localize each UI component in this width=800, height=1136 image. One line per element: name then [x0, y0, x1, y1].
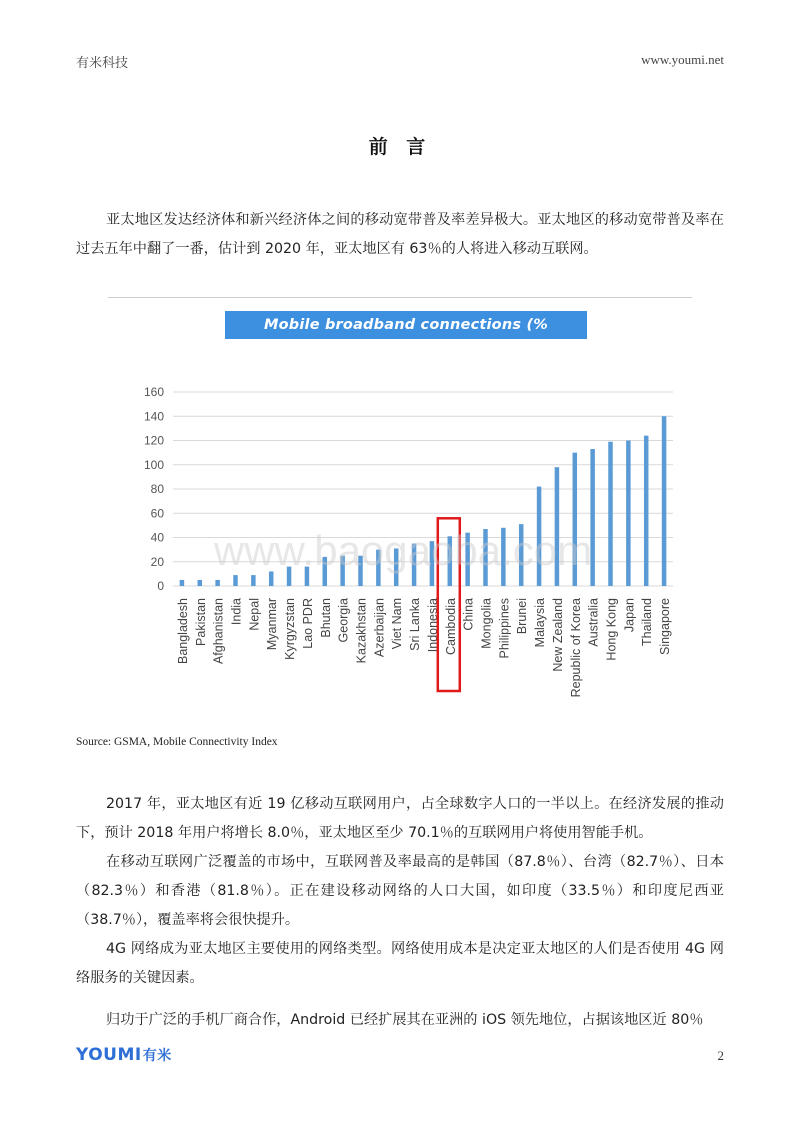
x-tick-label: Georgia — [336, 598, 351, 643]
x-tick-label: Viet Nam — [390, 598, 405, 650]
x-tick-label: Thailand — [640, 598, 655, 646]
x-tick-label: Singapore — [658, 598, 673, 655]
x-tick-label: Malaysia — [533, 598, 548, 648]
x-tick-label: Nepal — [247, 598, 262, 631]
header-company-name: 有米科技 — [76, 56, 129, 71]
header-website[interactable]: www.youmi.net — [641, 52, 724, 67]
footer-logo-text: YOUMI — [76, 1045, 142, 1065]
x-tick-label: China — [461, 598, 476, 631]
bar-singapore — [662, 416, 667, 586]
bar-india — [233, 575, 238, 586]
chart-title: Mobile broadband connections (% penetration) — [225, 311, 587, 339]
y-tick-label: 20 — [150, 554, 164, 569]
x-tick-label: Japan — [622, 598, 637, 633]
y-tick-label: 140 — [143, 409, 164, 424]
paragraph-android: 归功于广泛的手机厂商合作，Android 已经扩展其在亚洲的 iOS 领先地位，占据该地区近 80％ — [106, 1012, 704, 1028]
chart-source: Source: GSMA, Mobile Connectivity Index — [76, 736, 278, 748]
y-tick-label: 160 — [143, 385, 164, 399]
paragraph-4g: 4G 网络成为亚太地区主要使用的网络类型。网络使用成本是决定亚太地区的人们是否使用 4G 网络服务的关键因素。 — [76, 941, 724, 986]
footer-logo-cn: 有米 — [142, 1048, 172, 1064]
page-title: 前 言 — [368, 136, 432, 158]
x-tick-label: Indonesia — [425, 598, 440, 653]
x-tick-label: Bhutan — [318, 598, 333, 638]
x-tick-label: Kazakhstan — [354, 598, 369, 664]
y-tick-label: 60 — [150, 506, 164, 521]
x-tick-label: Brunei — [515, 598, 530, 635]
paragraph-penetration: 在移动互联网广泛覆盖的市场中，互联网普及率最高的是韩国（87.8％）、台湾（82.7％）、日本（82.3％）和香港（81.8％）。正在建设移动网络的人口大国，如印度（33.5％）和印度尼西亚（38.7％），覆盖率将会很快提升。 — [76, 854, 724, 928]
x-tick-label: Australia — [586, 598, 601, 647]
y-tick-label: 0 — [157, 579, 164, 593]
x-tick-label: Lao PDR — [300, 598, 315, 649]
x-tick-label: Afghanistan — [211, 598, 226, 665]
watermark: www.baogaoba.com — [213, 527, 593, 574]
x-tick-label: India — [229, 598, 244, 626]
x-tick-label: Hong Kong — [604, 598, 619, 661]
x-tick-label: Myanmar — [265, 598, 280, 651]
paragraph-users: 2017 年，亚太地区有近 19 亿移动互联网用户，占全球数字人口的一半以上。在经济发展的推动下，预计 2018 年用户将增长 8.0％，亚太地区至少 70.1％的互联网用户将使用智能手机。 — [76, 796, 724, 841]
bar-japan — [626, 441, 631, 587]
bar-chart — [133, 370, 678, 725]
x-tick-label: Republic of Korea — [568, 598, 583, 698]
x-tick-label: Bangladesh — [175, 598, 190, 665]
x-tick-label: Azerbaijan — [372, 598, 387, 658]
page-number: 2 — [717, 1048, 724, 1063]
intro-paragraph: 亚太地区发达经济体和新兴经济体之间的移动宽带普及率差异极大。亚太地区的移动宽带普及率在过去五年中翻了一番，估计到 2020 年，亚太地区有 63％的人将进入移动互联网。 — [76, 212, 724, 257]
bar-thailand — [644, 436, 649, 586]
bar-pakistan — [198, 580, 203, 586]
y-tick-label: 80 — [150, 482, 164, 496]
y-tick-label: 100 — [143, 457, 164, 472]
x-tick-label: Philippines — [497, 598, 512, 659]
bar-nepal — [251, 575, 256, 586]
y-tick-label: 120 — [143, 433, 164, 448]
x-tick-label: Sri Lanka — [408, 598, 423, 651]
x-tick-label: Kyrgyzstan — [283, 598, 298, 660]
bar-hong-kong — [608, 442, 613, 586]
x-tick-label: Cambodia — [443, 598, 458, 655]
x-tick-label: Pakistan — [193, 598, 208, 646]
footer-logo — [76, 1045, 172, 1065]
bar-afghanistan — [215, 580, 220, 586]
y-tick-label: 40 — [150, 530, 164, 545]
x-tick-label: Mongolia — [479, 598, 494, 649]
x-tick-label: New Zealand — [550, 598, 565, 672]
divider — [108, 297, 692, 298]
bar-bangladesh — [180, 580, 185, 586]
